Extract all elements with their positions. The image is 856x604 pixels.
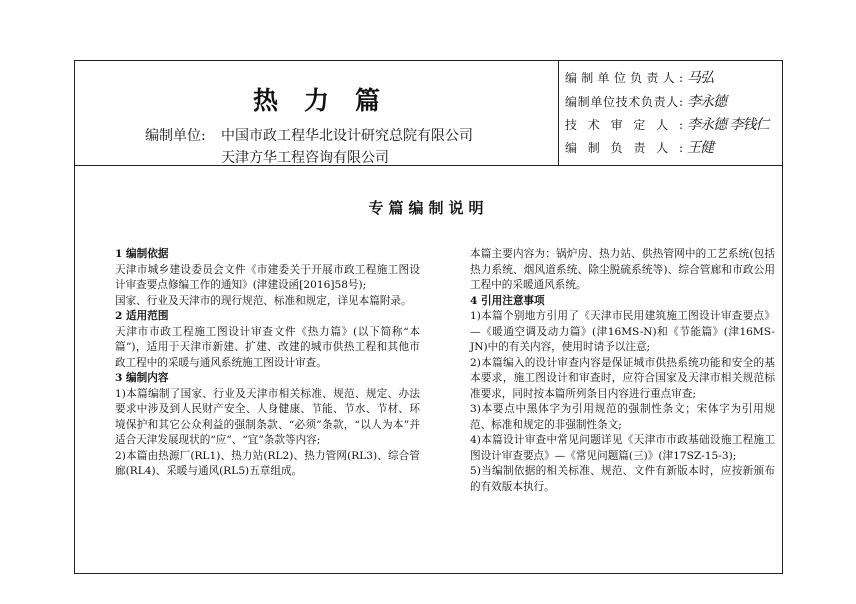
paragraph: 3)本要点中黑体字为引用规范的强制性条文；宋体字为引用规范、标准和规定的非强制性条文; [470, 403, 775, 431]
responsible-row-unit-head [565, 67, 780, 89]
document-title: 热力篇 [252, 86, 406, 115]
responsible-label: 编制单位技术负责人: [565, 95, 683, 109]
compiling-unit-label: 编制单位: [145, 128, 206, 144]
paragraph: 国家、行业及天津市的现行规范、标准和规定，详见本篇附录。 [115, 294, 412, 307]
compiling-unit-2: 天津方华工程咨询有限公司 [221, 150, 389, 166]
paragraph: 3 编制内容 [115, 372, 169, 384]
paragraph: 本篇主要内容为：锅炉房、热力站、供热管网中的工艺系统(包括热力系统、烟风道系统、除尘脱硫系统等)、综合管廊和市政公用工程中的采暖通风系统。 [470, 248, 775, 291]
header-vertical-divider [558, 61, 559, 165]
paragraph: 1)本篇个别地方引用了《天津市民用建筑施工图设计审查要点》—《暖通空调及动力篇》(津16MS-N)和《节能篇》(津16MS-JN)中的有关内容，使用时请予以注意; [470, 310, 775, 353]
section-title: 专篇编制说明 [368, 199, 489, 217]
paragraph: 4)本篇设计审查中常见问题详见《天津市市政基础设施工程施工图设计审查要点》—《常见问题篇(三)》(津17SZ-15-3); [470, 434, 775, 462]
signature: 李永德 李钱仁 [687, 117, 769, 133]
signature: 李永德 [687, 94, 726, 110]
paragraph: 天津市城乡建设委员会文件《市建委关于开展市政工程施工图设计审查要点修编工作的通知》(津建设函[2016]58号); [115, 263, 420, 291]
responsible-row-tech-head [565, 91, 780, 113]
signature: 王健 [687, 140, 713, 156]
paragraph: 天津市市政工程施工图设计审查文件《热力篇》(以下简称“本篇”)，适用于天津市新建、扩建、改建的城市供热工程和其他市政工程中的采暖与通风系统施工图设计审查。 [115, 325, 420, 369]
paragraph: 5)当编制依据的相关标准、规范、文件有新版本时，应按新颁布的有效版本执行。 [470, 465, 775, 493]
responsible-row-reviewer [565, 114, 780, 136]
responsible-label: 技术审定人: [565, 118, 683, 132]
responsible-label: 编制单位负责人: [565, 71, 683, 85]
paragraph: 2)本篇编入的设计审查内容是保证城市供热系统功能和安全的基本要求，施工图设计和审查时，应符合国家及天津市相关规范标准要求，同时按本篇所列条目内容进行重点审查; [470, 356, 775, 400]
left-text-column [115, 247, 420, 480]
header-divider [75, 165, 782, 166]
right-text-column [470, 247, 775, 495]
signature: 马弘 [687, 70, 713, 86]
paragraph: 1 编制依据 [115, 248, 169, 260]
paragraph: 2 适用范围 [115, 310, 169, 322]
compiling-unit-1: 中国市政工程华北设计研究总院有限公司 [221, 128, 473, 144]
paragraph: 4 引用注意事项 [470, 294, 545, 307]
responsible-label: 编制负责人: [565, 141, 683, 155]
responsible-row-compiler [565, 137, 780, 159]
paragraph: 2)本篇由热源厂(RL1)、热力站(RL2)、热力管网(RL3)、综合管廊(RL4)、采暖与通风(RL5)五章组成。 [115, 449, 420, 477]
paragraph: 1)本篇编制了国家、行业及天津市相关标准、规范、规定、办法要求中涉及到人民财产安全、人身健康、节能、节水、节材、环境保护和其它公众利益的强制条款、“必须”条款，“以人为本”并适合天津发展现状的“应”、“宜”条款等内容; [115, 387, 420, 446]
document-frame [74, 60, 783, 574]
